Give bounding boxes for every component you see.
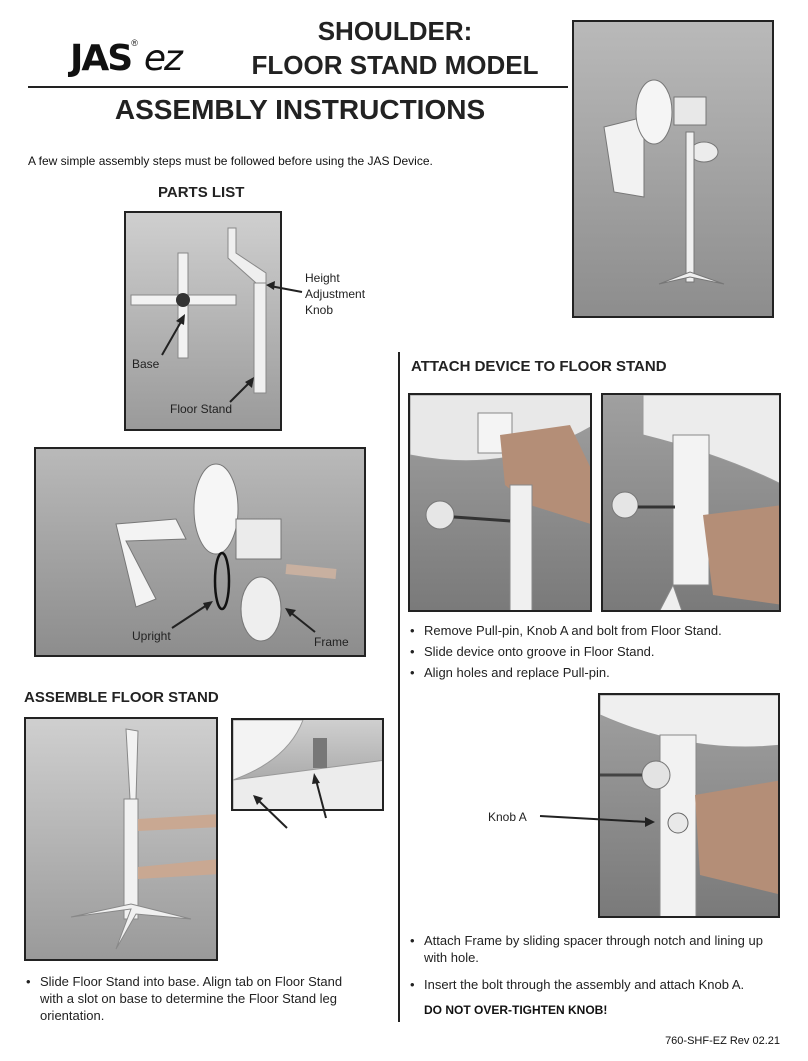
- intro-text: A few simple assembly steps must be followed before using the JAS Device.: [28, 154, 433, 168]
- column-divider: [398, 352, 400, 1022]
- knob-a-photo: [598, 693, 780, 918]
- assemble-step: • Slide Floor Stand into base. Align tab on Floor Stand with a slot on base to determine the Floor Stand leg orientation.: [24, 973, 344, 1024]
- header-rule: [28, 86, 568, 88]
- logo-jas: JAS: [70, 38, 132, 79]
- attach-step: • Slide device onto groove in Floor Stand.: [408, 643, 778, 660]
- attach-step: • Align holes and replace Pull-pin.: [408, 664, 778, 681]
- attach-step: • Remove Pull-pin, Knob A and bolt from Floor Stand.: [408, 622, 778, 639]
- page-subtitle: ASSEMBLY INSTRUCTIONS: [114, 94, 486, 125]
- assemble-steps: [24, 973, 344, 1028]
- attach-steps-top: [408, 622, 778, 685]
- attach-heading: ATTACH DEVICE TO FLOOR STAND: [411, 358, 667, 375]
- attach-right-illustration: [603, 395, 781, 612]
- attach-step: • Insert the bolt through the assembly and attach Knob A.: [408, 976, 783, 993]
- label-knob-a: Knob A: [488, 810, 527, 824]
- document-id: 760-SHF-EZ Rev 02.21: [665, 1035, 780, 1047]
- knob-a-illustration: [600, 695, 780, 918]
- parts-illustration: [126, 213, 282, 431]
- logo-ez: ez: [143, 38, 181, 79]
- device-parts-photo: [34, 447, 366, 657]
- label-height-adjustment-knob: Height Adjustment Knob: [305, 271, 366, 317]
- attach-steps-bottom: [408, 932, 783, 997]
- label-upright: Upright: [132, 629, 171, 643]
- attach-step: • Attach Frame by sliding spacer through notch and lining up with hole.: [408, 932, 783, 966]
- assembled-device-illustration: [574, 22, 774, 318]
- label-floor-stand: Floor Stand: [170, 402, 233, 416]
- logo-registered: ®: [131, 38, 138, 48]
- attach-left-illustration: [410, 395, 592, 612]
- base-detail-illustration: [233, 720, 384, 811]
- title-line-1: SHOULDER:: [317, 16, 473, 46]
- floor-stand-illustration: [26, 719, 218, 961]
- parts-photo: [124, 211, 282, 431]
- attach-photo-right: [601, 393, 781, 612]
- logo: [70, 38, 220, 82]
- attach-photo-left: [408, 393, 592, 612]
- assembled-device-photo: [572, 20, 774, 318]
- base-detail-photo: [231, 718, 384, 811]
- device-parts-illustration: [36, 449, 366, 657]
- title-line-2: FLOOR STAND MODEL: [251, 50, 539, 80]
- label-base: Base: [132, 357, 160, 371]
- floor-stand-photo: [24, 717, 218, 961]
- parts-list-heading: PARTS LIST: [158, 184, 245, 201]
- label-frame: Frame: [314, 635, 349, 649]
- assemble-heading: ASSEMBLE FLOOR STAND: [24, 689, 219, 706]
- warning-text: DO NOT OVER-TIGHTEN KNOB!: [424, 1003, 608, 1017]
